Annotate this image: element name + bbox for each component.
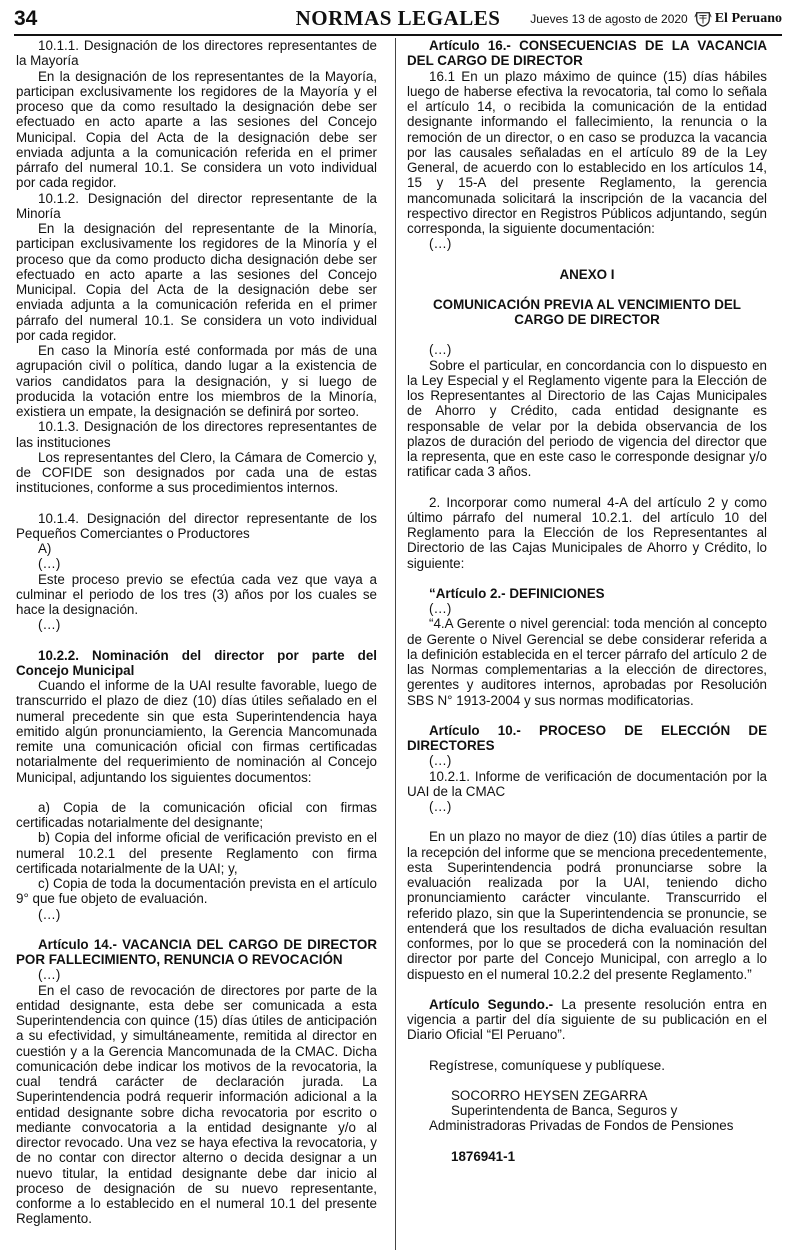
ellipsis: (…) [429,753,452,769]
article-heading: Artículo 16.- CONSECUENCIAS DE LA VACANCIA DEL CARGO DE DIRECTOR [407,38,767,69]
resolution-paragraph [407,997,767,1043]
paragraph: Los representantes del Clero, la Cámara de Comercio y, de COFIDE son designados por cada una de estas instituciones, conforme a sus procedimientos internos. [16,449,377,496]
paragraph: c) Copia de toda la documentación prevista en el artículo 9° que fue objeto de evaluación. [16,876,377,907]
spacer [16,922,377,937]
article-heading: Artículo 10.- PROCESO DE ELECCIÓN DE DIRECTORES [407,722,767,753]
ellipsis: (…) [38,967,61,983]
paragraph: En caso la Minoría esté conformada por más de una agrupación civil o política, dando lugar a la existencia de varios candidatos para la designación, y si luego de producida la votación entre los miembros de la Minoría, existiera un empate, la designación se definirá por sorteo. [16,343,377,419]
ellipsis: (…) [38,617,61,633]
spacer [16,785,377,800]
spacer [407,982,767,997]
spacer [407,708,767,723]
signatory-name: SOCORRO HEYSEN ZEGARRA [451,1087,648,1103]
ellipsis: (…) [38,556,61,572]
spacer [407,571,767,586]
paragraph: Este proceso previo se efectúa cada vez que vaya a culminar el periodo de los tres (3) años por los cuales se hace la designación. [16,571,377,617]
ellipsis: (…) [38,906,61,922]
paragraph: 10.1.3. Designación de los directores representantes de las instituciones [16,419,377,450]
paragraph: Cuando el informe de la UAI resulte favorable, luego de transcurrido el plazo de diez (10) días útiles señalado en el numeral precedente sin que esta Superintendencia haya emitido algún pronunciamiento, la Gerencia Mancomunada remite una comunicación oficial con firmas certificadas notarialmente del requerimiento de nominación al Concejo Municipal, adjuntando los siguientes documentos: [16,678,377,785]
paragraph: Sobre el particular, en concordancia con lo dispuesto en la Ley Especial y el Reglamento vigente para la Elección de los Representantes al Directorio de las Cajas Municipales de Ahorro y Crédito, cada entidad designante es responsable de velar por la debida observancia de los plazos de duración del periodo de vigencia del director que la representa, que en este caso le corresponde designar y/o ratificar cada 3 años. [407,357,767,480]
article-label: Artículo Segundo.- [429,996,554,1012]
ellipsis: (…) [429,342,452,358]
publication-title: NORMAS LEGALES [295,6,501,30]
paragraph: En un plazo no mayor de diez (10) días útiles a partir de la recepción del informe que se menciona precedentemente, esta Superintendencia podrá pronunciarse sobre la evaluación realizada por la UAI, teniendo dicho pronunciamiento carácter vinculante. Transcurrido el referido plazo, sin que la Superintendencia se pronuncie, se entenderá que los resultados de dicha evaluación resultan conformes, por lo que se procederá con la nominación del director por parte del Concejo Municipal, con arreglo a lo dispuesto en el numeral 10.2.2 del presente Reglamento.” [407,829,767,982]
paragraph: En la designación del representante de la Minoría, participan exclusivamente los regidores de la Minoría y el proceso que da como producto dicha designación debe ser efectuado en acto aparte a las sesiones del Concejo Municipal. Copia del Acta de la designación debe ser enviada adjunta a la comunicación referida en el primer párrafo del numeral 10.1. Se considera un voto individual por cada regidor. [16,221,377,343]
spacer [407,327,767,342]
paragraph: 10.1.4. Designación del director representante de los Pequeños Comerciantes o Productores [16,510,377,541]
paragraph: “4.A Gerente o nivel gerencial: toda mención al concepto de Gerente o Nivel Gerencial se debe considerar referida a la definición establecida en el tercer párrafo del artículo 2 de las Normas complementarias a la elección de directores, gerentes y auditores internos, aprobadas por Resolución SBS N° 1913-2004 y sus normas modificatorias. [407,616,767,708]
closing-formula: Regístrese, comuníquese y publíquese. [429,1057,665,1073]
ellipsis: (…) [429,601,452,616]
paragraph: En el caso de revocación de directores por parte de la entidad designante, esta debe ser comunicada a esta Superintendencia con quince (15) días útiles de anticipación a su efectividad, y simultáneamente, remitida al director en cuestión y a la Gerencia Mancomunada de la CMAC. Dicha comunicación debe indicar los motivos de la revocatoria, la cual tendrá carácter de declaración jurada. La Superintendencia podrá requerir información adicional a la entidad designante sobre dicha revocatoria por escrito o mediante convocatoria a la entidad designante y/o al director revocado. Una vez se haya efectiva la revocatoria, y de no contar con director alterno o decida designar a un nuevo titular, la entidad designante debe dar inicio al proceso de designación de su nuevo representante, conforme a lo establecido en el numeral 10.1 del presente Reglamento. [16,982,377,1227]
spacer [407,1043,767,1058]
article-heading: “Artículo 2.- DEFINICIONES [429,585,605,601]
spacer [16,496,377,511]
publication-date: Jueves 13 de agosto de 2020 [530,12,688,26]
ellipsis: (…) [429,799,452,814]
paragraph: En la designación de los representantes de la Mayoría, participan exclusivamente los regidores de la Mayoría y el proceso que da como resultado la designación debe ser efectuado en acto aparte a las sesiones del Concejo Municipal. Copia del Acta de la designación debe ser enviada adjunta a la comunicación referida en el primer párrafo del numeral 10.1. Se considera un voto individual por cada regidor. [16,68,377,191]
spacer [407,814,767,829]
right-column [407,38,767,1164]
paragraph: 16.1 En un plazo máximo de quince (15) días hábiles luego de haberse efectiva la revocatoria, tal como lo señala el artículo 14, o recibida la comunicación de la entidad designante informando el fallecimiento, la renuncia o la remoción de un director, o en caso se produzca la vacancia por las causales señaladas en el artículo 89 de la Ley General, de acuerdo con lo establecido en los artículos 14, 15 y 15-A del presente Reglamento, la gerencia mancomunada solicitará la inscripción de la vacancia del respectivo director en Registros Públicos adjuntando, según corresponda, la siguiente documentación: [407,68,767,236]
spacer [407,1073,767,1088]
newspaper-name: El Peruano [714,11,782,26]
paragraph: a) Copia de la comunicación oficial con firmas certificadas notarialmente del designante; [16,799,377,830]
paragraph: 10.1.1. Designación de los directores representantes de la Mayoría [16,38,377,69]
paragraph: 10.2.1. Informe de verificación de documentación por la UAI de la CMAC [407,768,767,799]
article-heading: Artículo 14.- VACANCIA DEL CARGO DE DIRECTOR POR FALLECIMIENTO, RENUNCIA O REVOCACIÓN [16,936,377,967]
section-heading: 10.2.2. Nominación del director por parte del Concejo Municipal [16,647,377,678]
coat-of-arms-icon [694,10,712,28]
spacer [407,480,767,495]
spacer [407,252,767,267]
page-number: 34 [14,7,38,30]
document-code: 1876941-1 [451,1148,516,1164]
spacer [16,633,377,648]
annex-title: ANEXO I [559,266,615,282]
ellipsis: (…) [429,236,452,252]
paragraph: A) [38,541,52,556]
column-divider [395,38,396,1250]
paragraph: b) Copia del informe oficial de verificación previsto en el numeral 10.2.1 del presente Reglamento con firma certificada notarialmente de la UAI; y, [16,830,377,876]
annex-subtitle: COMUNICACIÓN PREVIA AL VENCIMIENTO DEL CARGO DE DIRECTOR [432,296,741,327]
spacer [407,282,767,297]
article-text: La presente resolución entra en vigencia a partir del día siguiente de su publicación en el Diario Oficial “El Peruano”. [407,996,768,1043]
paragraph: 2. Incorporar como numeral 4-A del artículo 2 y como último párrafo del numeral 10.2.1. del artículo 10 del Reglamento para la Elección de los Representantes al Directorio de las Cajas Municipales de Ahorro y Crédito, lo siguiente: [407,494,767,571]
page-header [14,4,782,36]
spacer [407,1134,767,1149]
paragraph: 10.1.2. Designación del director representante de la Minoría [16,190,377,221]
signatory-title: Superintendenta de Banca, Seguros y Administradoras Privadas de Fondos de Pensiones [429,1103,734,1134]
left-column [16,38,377,1227]
